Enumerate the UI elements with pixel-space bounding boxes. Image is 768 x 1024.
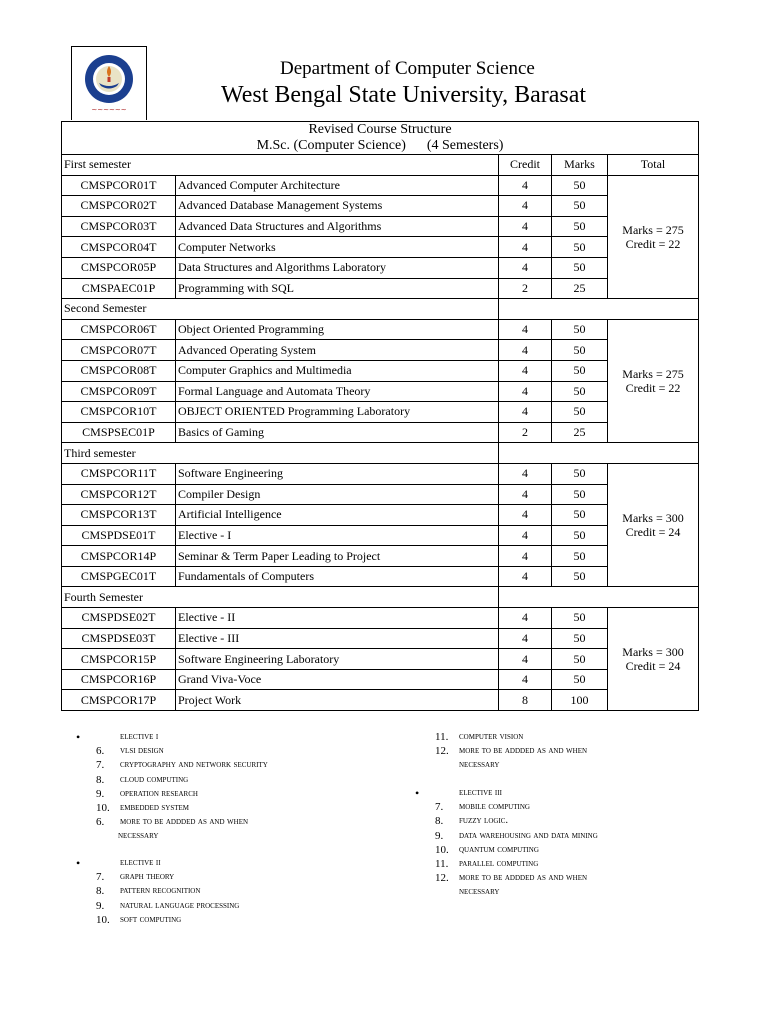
course-row xyxy=(62,360,699,381)
course-code: CMSPGEC01T xyxy=(62,566,176,587)
elective-2-continued-list xyxy=(435,730,587,773)
elective-item-text: graph theory xyxy=(120,871,175,883)
course-marks: 50 xyxy=(552,237,608,258)
semester-total xyxy=(608,608,699,711)
course-marks: 50 xyxy=(552,669,608,690)
elective-3-heading: • elective iii xyxy=(435,786,598,800)
course-title: Elective - III xyxy=(176,628,499,649)
elective-1-items xyxy=(96,744,268,829)
elective-2-continued-items xyxy=(435,730,587,758)
elective-item-text: embedded system xyxy=(120,802,190,814)
elective-item-number: 8. xyxy=(96,773,105,786)
course-title: Advanced Operating System xyxy=(176,340,499,361)
table-body xyxy=(62,155,699,711)
course-marks: 50 xyxy=(552,628,608,649)
semester-row-blank xyxy=(499,443,699,464)
course-credit: 4 xyxy=(499,340,552,361)
semester-total-credit: Credit = 22 xyxy=(625,236,681,251)
course-code: CMSPCOR04T xyxy=(62,237,176,258)
elective-item-number: 8. xyxy=(96,885,105,898)
course-marks: 50 xyxy=(552,463,608,484)
elective-2-heading: • elective ii xyxy=(96,856,239,870)
course-title: Advanced Database Management Systems xyxy=(176,196,499,217)
course-code: CMSPCOR14P xyxy=(62,546,176,567)
course-credit: 4 xyxy=(499,381,552,402)
semester-total-credit: Credit = 22 xyxy=(625,381,681,396)
course-code: CMSPDSE02T xyxy=(62,608,176,629)
department-title: Department of Computer Science xyxy=(280,58,535,79)
elective-item xyxy=(435,871,598,885)
course-code: CMSPCOR03T xyxy=(62,216,176,237)
course-credit: 4 xyxy=(499,360,552,381)
semester-row xyxy=(62,587,699,608)
table-title-line2: M.Sc. (Computer Science) (4 Semesters) xyxy=(256,138,504,153)
course-credit: 4 xyxy=(499,484,552,505)
course-marks: 100 xyxy=(552,690,608,711)
column-total-header: Total xyxy=(608,155,699,176)
university-title: West Bengal State University, Barasat xyxy=(221,82,587,108)
elective-item-text: soft computing xyxy=(120,913,182,925)
course-title: Project Work xyxy=(176,690,499,711)
course-code: CMSPCOR12T xyxy=(62,484,176,505)
semester-row xyxy=(62,299,699,320)
elective-item-number: 12. xyxy=(435,745,449,758)
course-row xyxy=(62,175,699,196)
elective-item-number: 6. xyxy=(96,745,105,758)
semester-name: First semester xyxy=(62,155,499,176)
course-row xyxy=(62,463,699,484)
elective-1-list xyxy=(96,730,268,844)
column-credit-header: Credit xyxy=(499,155,552,176)
course-title: Artificial Intelligence xyxy=(176,505,499,526)
course-title: Advanced Computer Architecture xyxy=(176,175,499,196)
course-marks: 50 xyxy=(552,196,608,217)
elective-item-number: 8. xyxy=(435,815,444,828)
elective-item xyxy=(96,884,239,898)
course-row xyxy=(62,196,699,217)
course-title: Software Engineering xyxy=(176,463,499,484)
course-row xyxy=(62,216,699,237)
elective-item-number: 7. xyxy=(96,759,105,772)
course-row xyxy=(62,319,699,340)
semester-total xyxy=(608,463,699,587)
elective-item-text: more to be addded as and when xyxy=(120,816,249,828)
course-code: CMSPCOR08T xyxy=(62,360,176,381)
course-credit: 4 xyxy=(499,257,552,278)
elective-item xyxy=(435,814,598,828)
course-marks: 50 xyxy=(552,649,608,670)
course-title: Compiler Design xyxy=(176,484,499,505)
course-credit: 4 xyxy=(499,608,552,629)
course-credit: 4 xyxy=(499,505,552,526)
elective-item-text: more to be addded as and when xyxy=(459,745,588,757)
course-marks: 50 xyxy=(552,319,608,340)
elective-1-continuation: necessary xyxy=(118,830,159,842)
elective-item-number: 7. xyxy=(96,871,105,884)
elective-2-items xyxy=(96,870,239,927)
course-code: CMSPDSE01T xyxy=(62,525,176,546)
course-credit: 4 xyxy=(499,566,552,587)
course-credit: 4 xyxy=(499,216,552,237)
semester-total-marks: Marks = 275 xyxy=(622,222,684,237)
svg-text:~~~~~~: ~~~~~~ xyxy=(91,106,127,114)
elective-3-continuation: necessary xyxy=(459,886,500,898)
course-marks: 50 xyxy=(552,608,608,629)
course-code: CMSPCOR13T xyxy=(62,505,176,526)
elective-item-text: parallel computing xyxy=(459,858,539,870)
course-row xyxy=(62,669,699,690)
elective-item xyxy=(435,800,598,814)
semester-total-marks: Marks = 275 xyxy=(622,367,684,382)
course-credit: 4 xyxy=(499,546,552,567)
course-credit: 2 xyxy=(499,422,552,443)
course-title: Computer Networks xyxy=(176,237,499,258)
course-row xyxy=(62,237,699,258)
course-credit: 4 xyxy=(499,628,552,649)
course-credit: 2 xyxy=(499,278,552,299)
course-row xyxy=(62,381,699,402)
course-credit: 8 xyxy=(499,690,552,711)
course-row xyxy=(62,546,699,567)
semester-total-marks: Marks = 300 xyxy=(622,645,684,660)
course-credit: 4 xyxy=(499,196,552,217)
elective-item-number: 10. xyxy=(96,802,110,815)
semester-total-credit: Credit = 24 xyxy=(625,659,681,674)
course-title: Data Structures and Algorithms Laboratory xyxy=(176,257,499,278)
course-code: CMSPCOR16P xyxy=(62,669,176,690)
elective-item xyxy=(96,870,239,884)
elective-item xyxy=(96,899,239,913)
semester-name: Fourth Semester xyxy=(62,587,499,608)
course-code: CMSPAEC01P xyxy=(62,278,176,299)
course-row xyxy=(62,278,699,299)
course-title: Object Oriented Programming xyxy=(176,319,499,340)
elective-item-number: 9. xyxy=(96,899,105,912)
course-row xyxy=(62,649,699,670)
elective-2-list xyxy=(96,856,239,927)
course-credit: 4 xyxy=(499,649,552,670)
course-marks: 50 xyxy=(552,484,608,505)
course-marks: 50 xyxy=(552,360,608,381)
elective-item-text: cryptography and network security xyxy=(120,759,268,771)
course-title: Grand Viva-Voce xyxy=(176,669,499,690)
course-code: CMSPCOR06T xyxy=(62,319,176,340)
course-row xyxy=(62,340,699,361)
course-title: Seminar & Term Paper Leading to Project xyxy=(176,546,499,567)
course-code: CMSPDSE03T xyxy=(62,628,176,649)
semester-row-blank xyxy=(499,299,699,320)
course-code: CMSPCOR09T xyxy=(62,381,176,402)
elective-item-text: data warehousing and data mining xyxy=(459,829,598,841)
elective-item-text: vlsi design xyxy=(120,745,164,757)
course-row xyxy=(62,505,699,526)
elective-item xyxy=(435,730,587,744)
elective-3-list xyxy=(435,786,598,900)
course-title: Basics of Gaming xyxy=(176,422,499,443)
course-credit: 4 xyxy=(499,175,552,196)
semester-name: Second Semester xyxy=(62,299,499,320)
course-title: Advanced Data Structures and Algorithms xyxy=(176,216,499,237)
elective-item-text: quantum computing xyxy=(459,843,539,855)
elective-item-number: 7. xyxy=(435,801,444,814)
elective-2-continuation: necessary xyxy=(459,759,500,771)
course-marks: 50 xyxy=(552,216,608,237)
semester-row-blank xyxy=(499,587,699,608)
course-marks: 50 xyxy=(552,546,608,567)
course-title: Computer Graphics and Multimedia xyxy=(176,360,499,381)
semester-total-marks: Marks = 300 xyxy=(622,511,684,526)
course-code: CMSPCOR02T xyxy=(62,196,176,217)
elective-item xyxy=(435,829,598,843)
elective-item xyxy=(96,815,268,829)
elective-1-heading: • elective i xyxy=(96,730,268,744)
elective-item-text: pattern recognition xyxy=(120,885,201,897)
course-marks: 25 xyxy=(552,422,608,443)
course-title: Fundamentals of Computers xyxy=(176,566,499,587)
course-marks: 50 xyxy=(552,525,608,546)
elective-item xyxy=(435,857,598,871)
course-row xyxy=(62,422,699,443)
course-code: CMSPCOR17P xyxy=(62,690,176,711)
semester-row xyxy=(62,443,699,464)
table-title xyxy=(62,122,699,155)
semester-total xyxy=(608,175,699,299)
course-title: Formal Language and Automata Theory xyxy=(176,381,499,402)
elective-item-number: 11. xyxy=(435,858,449,871)
course-marks: 50 xyxy=(552,402,608,423)
elective-item-number: 9. xyxy=(435,829,444,842)
elective-item-number: 10. xyxy=(96,913,110,926)
elective-3-items xyxy=(435,800,598,885)
course-title: Software Engineering Laboratory xyxy=(176,649,499,670)
elective-item-text: more to be addded as and when xyxy=(459,872,588,884)
semester-name: Third semester xyxy=(62,443,499,464)
elective-item xyxy=(435,843,598,857)
elective-item-number: 11. xyxy=(435,731,449,743)
elective-item xyxy=(96,744,268,758)
elective-item-number: 9. xyxy=(96,787,105,800)
elective-item xyxy=(96,801,268,815)
logo-box xyxy=(71,46,147,120)
elective-item-text: fuzzy logic. xyxy=(459,815,508,827)
course-credit: 4 xyxy=(499,319,552,340)
course-title: Elective - I xyxy=(176,525,499,546)
course-title: Elective - II xyxy=(176,608,499,629)
elective-item-text: cloud computing xyxy=(120,773,189,785)
course-marks: 50 xyxy=(552,505,608,526)
elective-item-text: computer vision xyxy=(459,731,524,742)
course-row xyxy=(62,628,699,649)
column-marks-header: Marks xyxy=(552,155,608,176)
course-title: OBJECT ORIENTED Programming Laboratory xyxy=(176,402,499,423)
elective-item xyxy=(96,773,268,787)
university-seal-icon xyxy=(80,53,138,115)
elective-item-number: 10. xyxy=(435,843,449,856)
table-title-line1: Revised Course Structure xyxy=(308,122,452,137)
course-row xyxy=(62,484,699,505)
elective-item-number: 6. xyxy=(96,816,105,829)
course-code: CMSPCOR01T xyxy=(62,175,176,196)
course-marks: 50 xyxy=(552,566,608,587)
course-marks: 50 xyxy=(552,175,608,196)
course-credit: 4 xyxy=(499,669,552,690)
course-credit: 4 xyxy=(499,463,552,484)
elective-item xyxy=(96,913,239,927)
course-structure-table xyxy=(61,121,699,711)
course-code: CMSPSEC01P xyxy=(62,422,176,443)
course-row xyxy=(62,566,699,587)
elective-item xyxy=(435,744,587,758)
course-code: CMSPCOR10T xyxy=(62,402,176,423)
semester-total-credit: Credit = 24 xyxy=(625,525,681,540)
elective-item-text: natural language processing xyxy=(120,899,240,911)
course-credit: 4 xyxy=(499,402,552,423)
course-row xyxy=(62,257,699,278)
course-row xyxy=(62,525,699,546)
elective-item xyxy=(96,787,268,801)
course-marks: 50 xyxy=(552,257,608,278)
course-row xyxy=(62,690,699,711)
course-credit: 4 xyxy=(499,237,552,258)
course-credit: 4 xyxy=(499,525,552,546)
course-marks: 50 xyxy=(552,381,608,402)
course-code: CMSPCOR15P xyxy=(62,649,176,670)
course-code: CMSPCOR05P xyxy=(62,257,176,278)
elective-item-number: 12. xyxy=(435,872,449,885)
course-code: CMSPCOR07T xyxy=(62,340,176,361)
course-row xyxy=(62,608,699,629)
semester-total xyxy=(608,319,699,443)
elective-item-text: mobile computing xyxy=(459,801,530,813)
elective-item-text: operation research xyxy=(120,787,198,799)
semester-row xyxy=(62,155,699,176)
course-marks: 50 xyxy=(552,340,608,361)
course-code: CMSPCOR11T xyxy=(62,463,176,484)
course-row xyxy=(62,402,699,423)
elective-item xyxy=(96,758,268,772)
course-title: Programming with SQL xyxy=(176,278,499,299)
course-marks: 25 xyxy=(552,278,608,299)
